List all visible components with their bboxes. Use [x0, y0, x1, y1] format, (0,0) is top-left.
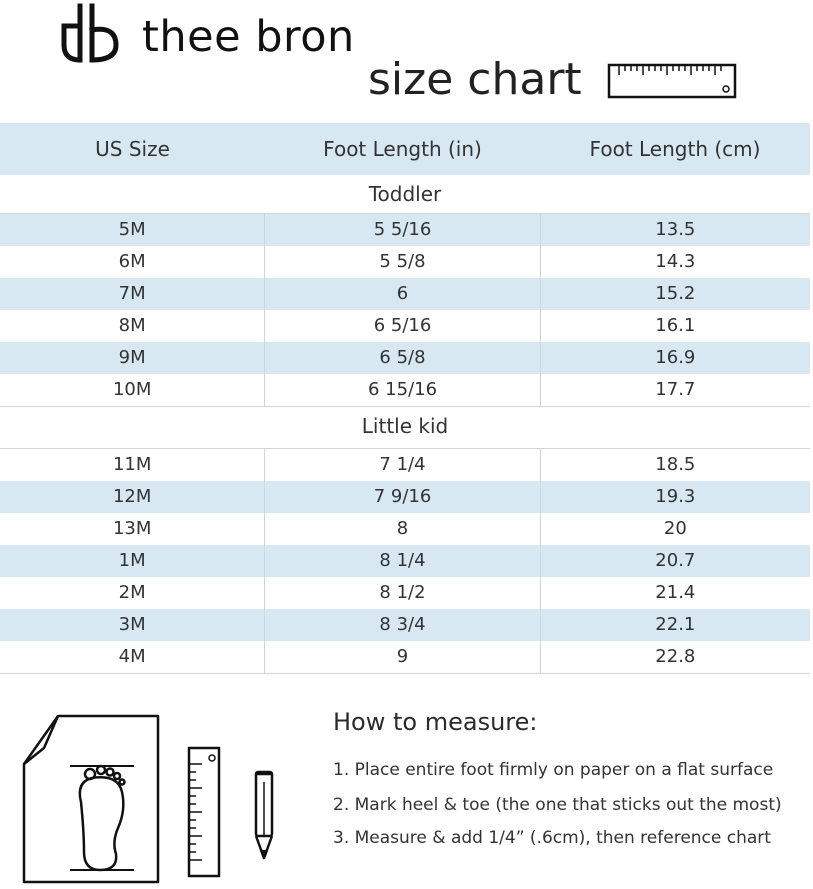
us-size-cell: 12M [0, 481, 265, 513]
cm-cell: 22.8 [655, 646, 696, 667]
tb-logo-icon [50, 0, 122, 66]
inch-cell: 8 1/2 [265, 577, 540, 609]
paper-foot-icon [24, 716, 158, 882]
little-kid-rows [0, 448, 810, 674]
inch-cell: 6 [265, 278, 540, 310]
header-foot-length-in: Foot Length (in) [323, 137, 482, 161]
cm-cell: 17.7 [655, 379, 696, 400]
us-size-cell: 4M [0, 641, 265, 673]
cm-cell: 20 [663, 518, 687, 539]
measure-step-3: 3. Measure & add 1/4” (.6cm), then reference chart [333, 828, 771, 848]
cm-cell: 16.9 [655, 347, 696, 368]
inch-cell: 6 15/16 [265, 374, 540, 406]
cm-cell: 21.4 [655, 582, 696, 603]
us-size-cell: 5M [0, 214, 265, 246]
pencil-icon [256, 772, 272, 858]
us-size-cell: 8M [0, 310, 265, 342]
toddler-rows [0, 213, 810, 407]
cm-cell: 13.5 [655, 219, 696, 240]
page-title: size chart [368, 54, 582, 105]
inch-cell: 8 3/4 [265, 609, 540, 641]
us-size-cell: 10M [0, 374, 265, 406]
table-row [0, 609, 810, 641]
table-row [0, 310, 810, 342]
us-size-cell: 9M [0, 342, 265, 374]
table-row [0, 246, 810, 278]
measure-step-2: 2. Mark heel & toe (the one that sticks out the most) [333, 795, 782, 815]
us-size-cell: 1M [0, 545, 265, 577]
cm-cell: 22.1 [655, 614, 696, 635]
cm-cell: 14.3 [655, 251, 696, 272]
inch-cell: 5 5/16 [265, 214, 540, 246]
table-row [0, 513, 810, 545]
cm-cell: 18.5 [655, 454, 696, 475]
brand-name: thee bron [142, 12, 355, 62]
measure-step-1: 1. Place entire foot firmly on paper on a flat surface [333, 760, 774, 780]
table-row [0, 342, 810, 374]
header-foot-length-cm: Foot Length (cm) [589, 137, 761, 161]
inch-cell: 6 5/8 [265, 342, 540, 374]
table-header [0, 123, 810, 175]
inch-cell: 8 [265, 513, 540, 545]
us-size-cell: 3M [0, 609, 265, 641]
table-row [0, 577, 810, 609]
ruler-icon [607, 63, 737, 99]
section-label-little-kid: Little kid [361, 414, 449, 438]
table-row [0, 374, 810, 406]
how-to-measure-title: How to measure: [333, 708, 538, 736]
inch-cell: 7 1/4 [265, 449, 540, 481]
table-row [0, 481, 810, 513]
cm-cell: 20.7 [655, 550, 696, 571]
table-row [0, 449, 810, 481]
inch-cell: 6 5/16 [265, 310, 540, 342]
us-size-cell: 2M [0, 577, 265, 609]
table-row [0, 641, 810, 673]
inch-cell: 9 [265, 641, 540, 673]
inch-cell: 7 9/16 [265, 481, 540, 513]
table-row [0, 278, 810, 310]
us-size-cell: 11M [0, 449, 265, 481]
us-size-cell: 13M [0, 513, 265, 545]
table-row [0, 545, 810, 577]
inch-cell: 8 1/4 [265, 545, 540, 577]
us-size-cell: 7M [0, 278, 265, 310]
cm-cell: 15.2 [655, 283, 696, 304]
us-size-cell: 6M [0, 246, 265, 278]
vertical-ruler-icon [189, 748, 219, 876]
inch-cell: 5 5/8 [265, 246, 540, 278]
section-label-toddler: Toddler [368, 182, 442, 206]
cm-cell: 19.3 [655, 486, 696, 507]
measure-illustration [18, 712, 288, 884]
table-row [0, 214, 810, 246]
header-us-size: US Size [95, 137, 170, 161]
cm-cell: 16.1 [655, 315, 696, 336]
